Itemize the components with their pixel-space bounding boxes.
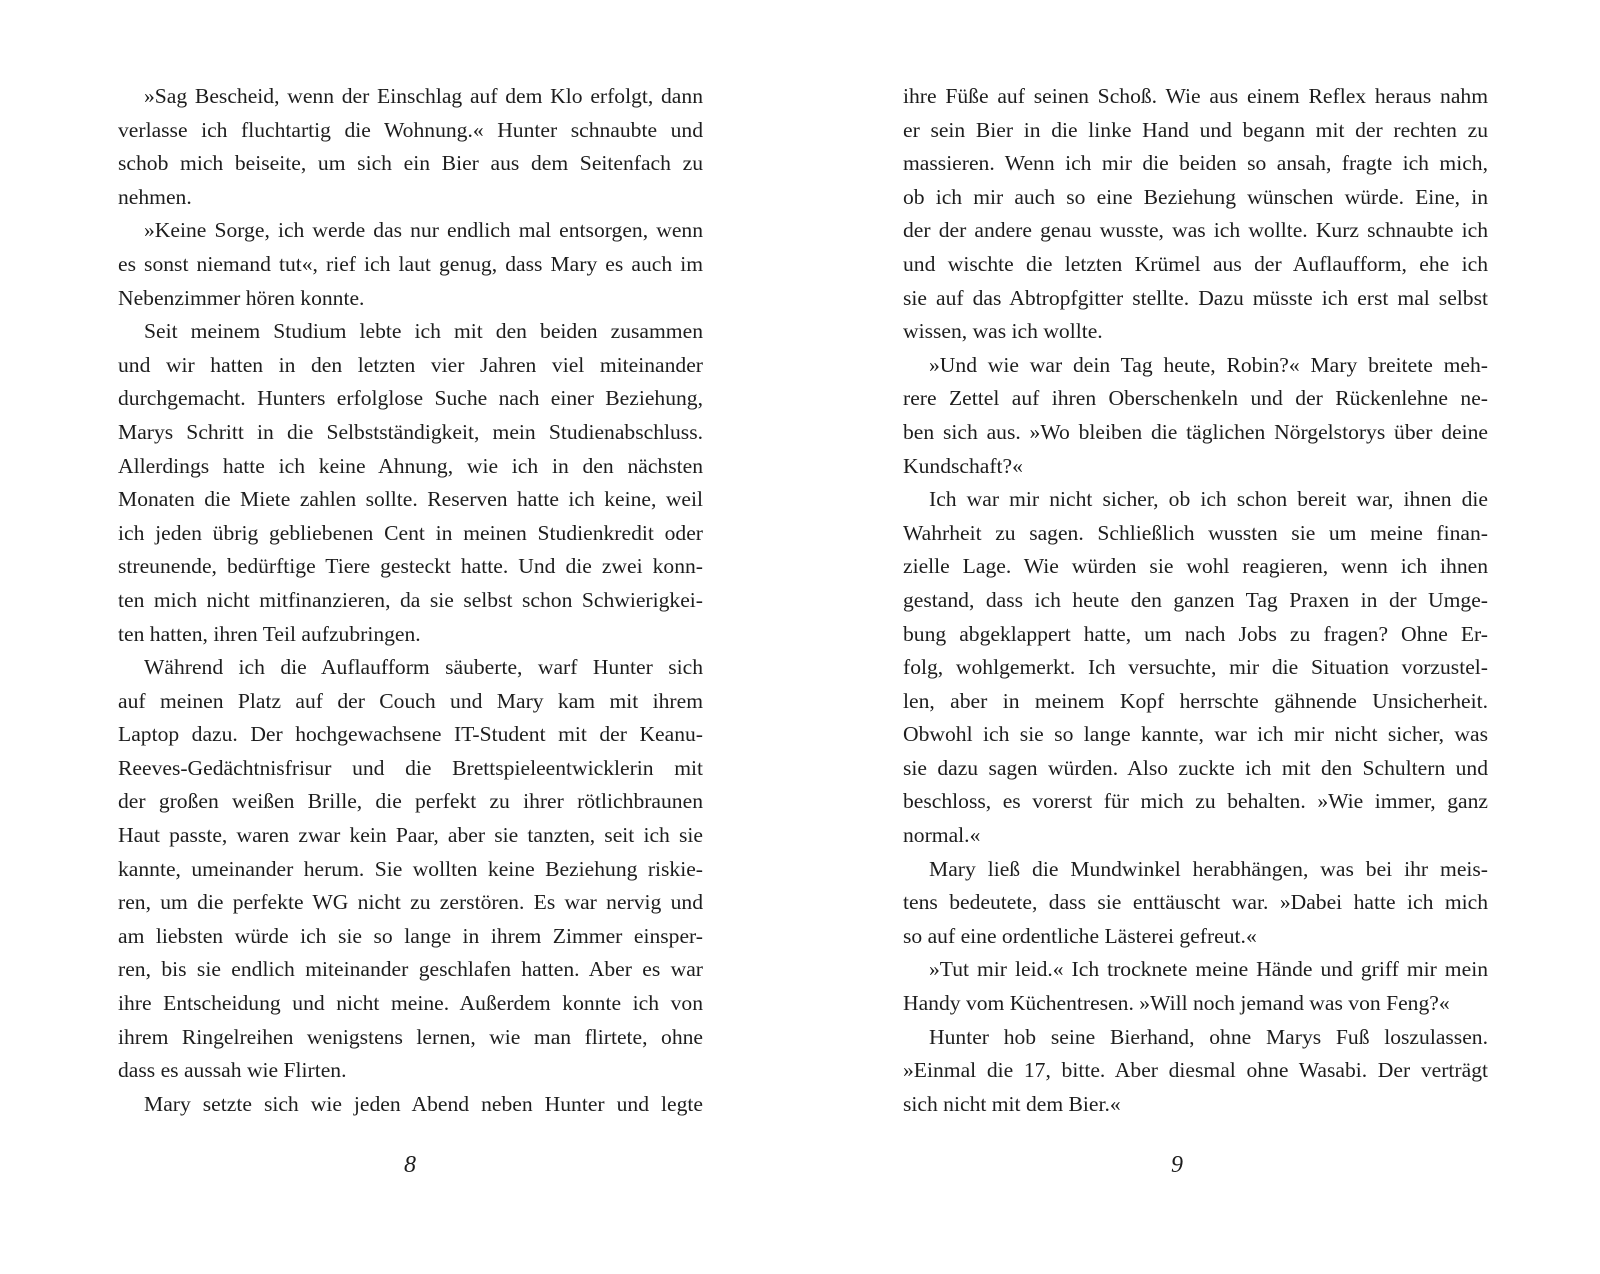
text-line: folg, wohlgemerkt. Ich versuchte, mir die Situation vorzustel- (903, 655, 1488, 680)
text-line: Reeves-Gedächtnisfrisur und die Brettspieleentwicklerin mit (118, 755, 703, 780)
text-line: so auf eine ordentliche Lästerei gefreut.« (903, 923, 1257, 948)
text-line: Handy vom Küchentresen. »Will noch jemand was von Feng?« (903, 991, 1450, 1016)
text-line: ren, bis sie endlich miteinander geschlafen hatten. Aber es war (118, 957, 703, 982)
text-line: Kundschaft?« (903, 453, 1023, 478)
text-line: sie auf das Abtropfgitter stellte. Dazu müsste ich erst mal selbst (903, 285, 1488, 310)
text-line: Marys Schritt in die Selbstständigkeit, mein Studienabschluss. (118, 419, 703, 444)
text-line: der großen weißen Brille, die perfekt zu ihrer rötlichbraunen (118, 789, 703, 814)
text-line: »Einmal die 17, bitte. Aber diesmal ohne Wasabi. Der verträgt (903, 1058, 1488, 1083)
text-line: auf meinen Platz auf der Couch und Mary kam mit ihrem (118, 688, 703, 713)
text-line: tens bedeutete, dass sie enttäuscht war. »Dabei hatte ich mich (903, 890, 1488, 915)
text-line: ren, um die perfekte WG nicht zu zerstören. Es war nervig und (118, 890, 703, 915)
text-line: er sein Bier in die linke Hand und begann mit der rechten zu (903, 117, 1488, 142)
text-line: nehmen. (118, 184, 192, 209)
left-page-text (118, 80, 703, 1121)
page-number-right: 9 (1171, 1152, 1183, 1178)
text-line: len, aber in meinem Kopf herrschte gähnende Unsicherheit. (903, 688, 1488, 713)
text-line: und wischte die letzten Krümel aus der Auflaufform, ehe ich (903, 251, 1488, 276)
text-line: Monaten die Miete zahlen sollte. Reserven hatte ich keine, weil (118, 487, 703, 512)
text-line: Nebenzimmer hören konnte. (118, 285, 365, 310)
page-number-left: 8 (404, 1152, 416, 1178)
text-line: ihre Entscheidung und nicht meine. Außerdem konnte ich von (118, 991, 703, 1016)
text-line: Seit meinem Studium lebte ich mit den beiden zusammen (144, 319, 703, 344)
text-line: schob mich beiseite, um sich ein Bier aus dem Seitenfach zu (118, 151, 703, 176)
text-line: Haut passte, waren zwar kein Paar, aber sie tanzten, seit ich sie (118, 823, 703, 848)
text-line: »Tut mir leid.« Ich trocknete meine Hände und griff mir mein (929, 957, 1488, 982)
text-line: Mary setzte sich wie jeden Abend neben Hunter und legte (144, 1091, 703, 1116)
text-line: Laptop dazu. Der hochgewachsene IT-Student mit der Keanu- (118, 722, 703, 747)
text-line: kannte, umeinander herum. Sie wollten keine Beziehung riskie- (118, 856, 703, 881)
text-line: ten hatten, ihren Teil aufzubringen. (118, 621, 421, 646)
text-line: durchgemacht. Hunters erfolglose Suche nach einer Beziehung, (118, 386, 703, 411)
text-line: normal.« (903, 823, 981, 848)
text-line: Ich war mir nicht sicher, ob ich schon bereit war, ihnen die (929, 487, 1488, 512)
text-line: Hunter hob seine Bierhand, ohne Marys Fuß loszulassen. (929, 1024, 1488, 1049)
text-line: Allerdings hatte ich keine Ahnung, wie ich in den nächsten (118, 453, 703, 478)
text-line: gestand, dass ich heute den ganzen Tag Praxen in der Umge- (903, 587, 1488, 612)
text-line: am liebsten würde ich sie so lange in ihrem Zimmer einsper- (118, 923, 703, 948)
text-line: wissen, was ich wollte. (903, 319, 1103, 344)
text-line: dass es aussah wie Flirten. (118, 1058, 347, 1083)
text-line: und wir hatten in den letzten vier Jahren viel miteinander (118, 352, 703, 377)
text-line: sich nicht mit dem Bier.« (903, 1091, 1121, 1116)
text-line: der der andere genau wusste, was ich wollte. Kurz schnaubte ich (903, 218, 1488, 243)
text-line: rere Zettel auf ihren Oberschenkeln und der Rückenlehne ne- (903, 386, 1488, 411)
text-line: ten mich nicht mitfinanzieren, da sie selbst schon Schwierigkei- (118, 587, 703, 612)
text-line: ihrem Ringelreihen wenigstens lernen, wie man flirtete, ohne (118, 1024, 703, 1049)
right-page-text (903, 80, 1488, 1121)
text-line: »Und wie war dein Tag heute, Robin?« Mary breitete meh- (929, 352, 1488, 377)
text-line: zielle Lage. Wie würden sie wohl reagieren, wenn ich ihnen (903, 554, 1488, 579)
text-line: ihre Füße auf seinen Schoß. Wie aus einem Reflex heraus nahm (903, 84, 1488, 108)
text-line: Mary ließ die Mundwinkel herabhängen, was bei ihr meis- (929, 856, 1488, 881)
text-line: es sonst niemand tut«, rief ich laut genug, dass Mary es auch im (118, 251, 703, 276)
text-line: ich jeden übrig gebliebenen Cent in meinen Studienkredit oder (118, 520, 703, 545)
text-line: streunende, bedürftige Tiere gesteckt hatte. Und die zwei konn- (118, 554, 703, 579)
text-line: massieren. Wenn ich mir die beiden so ansah, fragte ich mich, (903, 151, 1488, 176)
text-line: bung abgeklappert hatte, um nach Jobs zu fragen? Ohne Er- (903, 621, 1488, 646)
text-line: sie dazu sagen würden. Also zuckte ich mit den Schultern und (903, 755, 1488, 780)
text-line: Obwohl ich sie so lange kannte, war ich mir nicht sicher, was (903, 722, 1488, 747)
text-line: ben sich aus. »Wo bleiben die täglichen Nörgelstorys über deine (903, 419, 1488, 444)
text-line: verlasse ich fluchtartig die Wohnung.« Hunter schnaubte und (118, 117, 703, 142)
right-page (800, 0, 1600, 1274)
text-line: »Sag Bescheid, wenn der Einschlag auf dem Klo erfolgt, dann (144, 84, 703, 108)
text-line: beschloss, es vorerst für mich zu behalten. »Wie immer, ganz (903, 789, 1488, 814)
text-line: ob ich mir auch so eine Beziehung wünschen würde. Eine, in (903, 184, 1488, 209)
text-line: Wahrheit zu sagen. Schließlich wussten sie um meine finan- (903, 520, 1488, 545)
text-line: Während ich die Auflaufform säuberte, warf Hunter sich (144, 655, 703, 680)
text-line: »Keine Sorge, ich werde das nur endlich mal entsorgen, wenn (144, 218, 703, 243)
